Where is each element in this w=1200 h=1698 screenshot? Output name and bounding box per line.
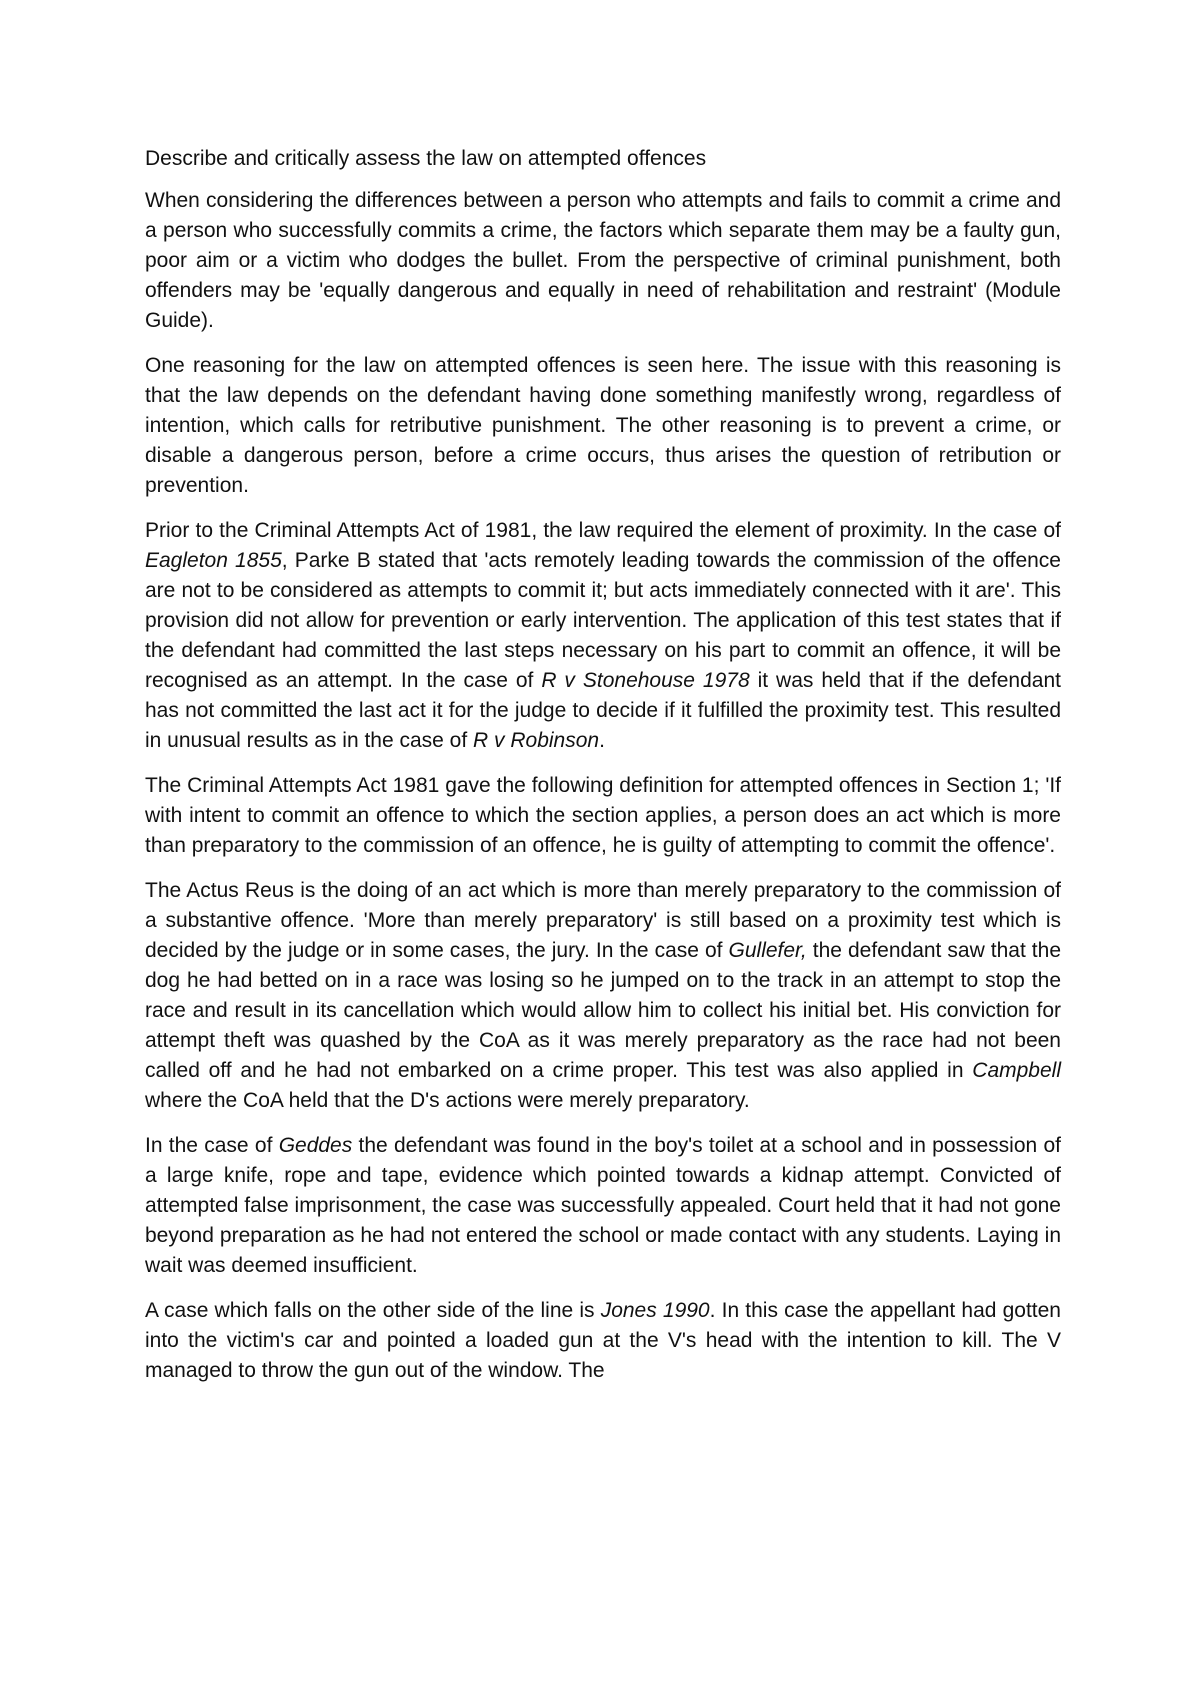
paragraph-4 (145, 771, 1061, 861)
paragraph-text: In the case of (145, 1134, 279, 1157)
paragraph-text: One reasoning for the law on attempted offences is seen here. The issue with this reasoning is that the law depends on the defendant having done something manifestly wrong, regardless of intention, which calls for retributive punishment. The other reasoning is to prevent a crime, or disable a dangerous person, before a crime occurs, thus arises the question of retribution or prevention. (145, 354, 1061, 497)
paragraph-7 (145, 1296, 1061, 1386)
paragraph-text: The Criminal Attempts Act 1981 gave the following definition for attempted offences in Section 1; 'If with intent to commit an offence to which the section applies, a person does an act which is more than preparatory to the commission of an offence, he is guilty of attempting to commit the offence'. (145, 774, 1061, 857)
paragraph-text: The Actus Reus is the doing of an act which is more than merely preparatory to the commission of a substantive offence. 'More than merely preparatory' is still based on a proximity test which is decided by the judge or in some cases, the jury. In the case of (145, 879, 1061, 962)
paragraph-text: it was held that if the defendant has not committed the last act it for the judge to decide if it fulfilled the proximity test. This resulted in unusual results as in the case of (145, 669, 1061, 752)
document-title: Describe and critically assess the law on attempted offences (145, 147, 707, 170)
paragraph-5 (145, 876, 1061, 1116)
paragraph-text: . In this case the appellant had gotten into the victim's car and pointed a loaded gun at the V's head with the intention to kill. The V managed to throw the gun out of the window. The (145, 1299, 1061, 1382)
paragraph-text: A case which falls on the other side of the line is (145, 1299, 601, 1322)
document-page (145, 144, 1061, 1401)
case-citation-robinson: R v Robinson (473, 729, 600, 752)
paragraph-text: , Parke B stated that 'acts remotely leading towards the commission of the offence are not to be considered as attempts to commit it; but acts immediately connected with it are'. This provision did not allow for prevention or early intervention. The application of this test states that if the defendant had committed the last steps necessary on his part to commit an offence, it will be recognised as an attempt. In the case of (145, 549, 1061, 692)
paragraph-6 (145, 1131, 1061, 1281)
case-citation-eagleton: Eagleton 1855 (145, 549, 282, 572)
paragraph-text: . (599, 729, 605, 752)
case-citation-gullefer: Gullefer, (728, 939, 807, 962)
case-citation-geddes: Geddes (278, 1134, 353, 1157)
case-citation-jones: Jones 1990 (600, 1299, 710, 1322)
case-citation-stonehouse: R v Stonehouse 1978 (541, 669, 750, 692)
paragraph-text: the defendant was found in the boy's toilet at a school and in possession of a large knife, rope and tape, evidence which pointed towards a kidnap attempt. Convicted of attempted false imprisonment, the case was successfully appealed. Court held that it had not gone beyond preparation as he had not entered the school or made contact with any students. Laying in wait was deemed insufficient. (145, 1134, 1061, 1277)
case-citation-campbell: Campbell (972, 1059, 1061, 1082)
paragraph-2 (145, 351, 1061, 501)
paragraph-text: When considering the differences between a person who attempts and fails to commit a crime and a person who successfully commits a crime, the factors which separate them may be a faulty gun, poor aim or a victim who dodges the bullet. From the perspective of criminal punishment, both offenders may be 'equally dangerous and equally in need of rehabilitation and restraint' (Module Guide). (145, 189, 1061, 332)
paragraph-text: the defendant saw that the dog he had betted on in a race was losing so he jumped on to the track in an attempt to stop the race and result in its cancellation which would allow him to collect his initial bet. His conviction for attempt theft was quashed by the CoA as it was merely preparatory as the race had not been called off and he had not embarked on a crime proper. This test was also applied in (145, 939, 1062, 1082)
paragraph-text: Prior to the Criminal Attempts Act of 1981, the law required the element of proximity. In the case of (145, 519, 1061, 542)
paragraph-text: where the CoA held that the D's actions were merely preparatory. (145, 1089, 750, 1112)
paragraph-1 (145, 186, 1061, 336)
paragraph-3 (145, 516, 1061, 756)
